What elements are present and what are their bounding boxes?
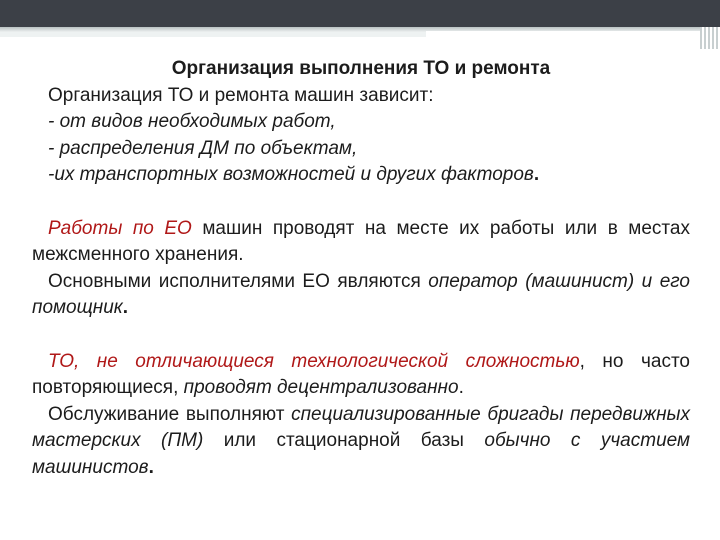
eo-text: машин проводят на месте их работы или в местах межсменного хранения.: [32, 217, 690, 266]
factor-item: - от видов необходимых работ,: [48, 111, 336, 133]
service-text-2: или стационарной базы: [203, 430, 485, 452]
spacer: [32, 189, 690, 216]
eo-exec-period: .: [122, 297, 129, 319]
service-paragraph: [32, 402, 690, 482]
spacer: [32, 322, 690, 349]
factor-text: -их транспортных возможностей и других факторов: [48, 164, 534, 186]
banner-tab: [426, 31, 700, 49]
to-highlight: ТО, не отличающиеся технологической сложностью: [48, 350, 580, 372]
eo-highlight: Работы по ЕО: [48, 217, 192, 239]
to-period: .: [458, 377, 464, 399]
to-italic: проводят децентрализованно: [183, 377, 459, 399]
intro-line: Организация ТО и ремонта машин зависит:: [48, 84, 434, 106]
top-banner: [0, 0, 720, 27]
factor-item-last: [32, 162, 690, 189]
service-text-1: Обслуживание выполняют: [48, 403, 292, 425]
eo-paragraph: [32, 216, 690, 269]
factor-period: .: [533, 164, 540, 186]
eo-executors-paragraph: [32, 269, 690, 322]
eo-exec-italic: оператор (машинист) и его помощник: [32, 270, 690, 319]
to-paragraph: [32, 349, 690, 402]
service-period: .: [148, 456, 154, 478]
slide-body: [32, 56, 690, 482]
service-italic-2: обычно с участием машинистов: [32, 430, 691, 478]
corner-stripes: [700, 27, 720, 49]
to-text: , но часто повторяющиеся,: [32, 350, 690, 399]
eo-exec-text: Основными исполнителями ЕО являются: [48, 270, 429, 292]
slide-title: Организация выполнения ТО и ремонта: [171, 58, 551, 79]
service-italic-1: специализированные бригады передвижных мастерских (ПМ): [32, 403, 691, 452]
factor-item: - распределения ДМ по объектам,: [48, 137, 358, 159]
